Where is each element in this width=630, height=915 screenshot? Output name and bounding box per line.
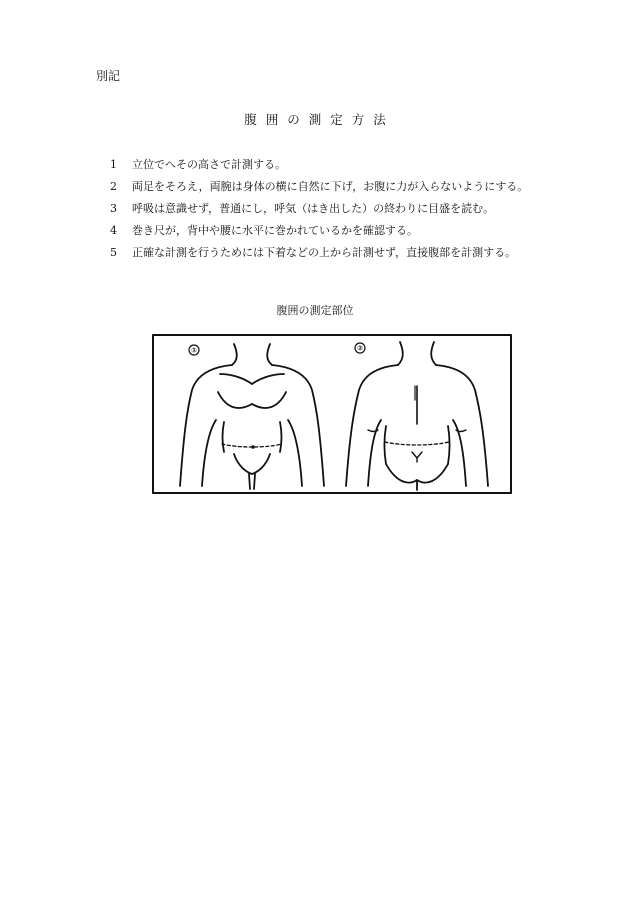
step-text: 呼吸は意識せず，普通にし，呼気（はき出した）の終わりに目盛を読む。 xyxy=(132,202,495,215)
navel-marker xyxy=(251,445,255,449)
step-number: 5 xyxy=(110,245,117,259)
figure-caption: 腹囲の測定部位 xyxy=(276,304,354,317)
list-item xyxy=(110,175,528,197)
figure-frame xyxy=(153,335,511,493)
step-number: 2 xyxy=(110,179,117,193)
step-text: 両足をそろえ，両腕は身体の横に自然に下げ，お腹に力が入らないようにする。 xyxy=(132,180,529,193)
annex-label: 別記 xyxy=(96,69,121,83)
step-text: 巻き尺が，背中や腰に水平に巻かれているかを確認する。 xyxy=(132,224,418,237)
back-waist-line xyxy=(385,442,449,445)
step-number: 4 xyxy=(110,223,117,237)
list-item xyxy=(110,153,528,175)
waist-measurement-figure xyxy=(152,334,512,494)
front-body-illustration xyxy=(180,344,324,489)
back-body-illustration xyxy=(346,342,488,490)
front-view-marker: ① xyxy=(191,346,197,355)
list-item xyxy=(110,219,528,241)
list-item xyxy=(110,241,528,263)
step-number: 1 xyxy=(110,157,117,171)
list-item xyxy=(110,197,528,219)
step-number: 3 xyxy=(110,201,117,215)
back-view-marker: ② xyxy=(357,344,363,353)
step-text: 立位でへその高さで計測する。 xyxy=(132,158,286,171)
step-text: 正確な計測を行うためには下着などの上から計測せず，直接腹部を計測する。 xyxy=(132,246,517,259)
page-title: 腹囲の測定方法 xyxy=(244,112,395,127)
measurement-steps-list xyxy=(110,153,528,263)
